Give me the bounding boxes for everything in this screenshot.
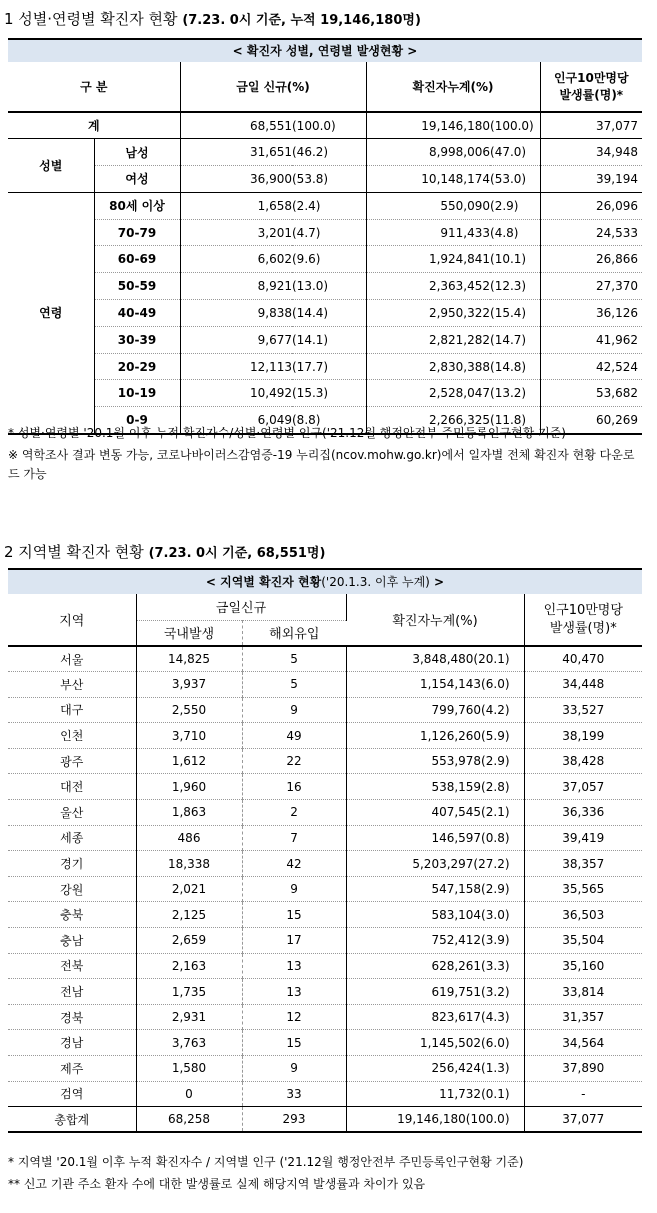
row-region: 전북 <box>8 953 136 979</box>
row-rate: 36,503 <box>524 902 642 928</box>
table-row <box>8 979 642 1005</box>
row-rate: 37,890 <box>524 1056 642 1082</box>
row-label: 20-29 <box>94 353 180 380</box>
row-region: 경기 <box>8 851 136 877</box>
table-row <box>8 300 642 327</box>
note-item: * 성별·연령별 '20.1월 이후 누적 확진자수/성별·연령별 인구('21.12월 행정안전부 주민등록인구현황 기준) <box>8 426 566 440</box>
row-rate: 34,948 <box>540 139 642 166</box>
row-new: 9,677 <box>180 326 292 353</box>
row-cum-pct: (14.7) <box>490 326 540 353</box>
row-rate: - <box>524 1081 642 1107</box>
row-new-pct: (17.7) <box>292 353 366 380</box>
table-row <box>8 697 642 723</box>
table-row <box>8 800 642 826</box>
row-cumulative: 256,424(1.3) <box>346 1056 524 1082</box>
row-rate: 37,057 <box>524 774 642 800</box>
row-cumulative: 619,751(3.2) <box>346 979 524 1005</box>
row-cum: 1,924,841 <box>366 246 490 273</box>
section2-caption-main: < 지역별 확진자 현황 <box>205 575 322 589</box>
row-rate: 31,357 <box>524 1004 642 1030</box>
table-row <box>8 1081 642 1107</box>
row-overseas: 5 <box>242 672 346 698</box>
header-new: 금일 신규(%) <box>180 62 366 112</box>
table-row <box>8 219 642 246</box>
age-group-label: 연령 <box>8 192 94 433</box>
section2-caption <box>8 568 642 594</box>
row-rate: 34,564 <box>524 1030 642 1056</box>
row-cum: 10,148,174 <box>366 166 490 193</box>
row-cum: 2,528,047 <box>366 380 490 407</box>
table-row <box>8 139 642 166</box>
note-item: ** 신고 기관 주소 환자 수에 대한 발생률로 실제 해당지역 발생률과 차이가 있음 <box>8 1177 426 1191</box>
row-rate: 38,357 <box>524 851 642 877</box>
header-new-group: 금일신규 <box>136 594 346 620</box>
row-new: 6,049 <box>257 412 292 427</box>
table-row <box>8 273 642 300</box>
row-domestic: 2,163 <box>136 953 242 979</box>
section1-title <box>4 8 421 29</box>
row-overseas: 13 <box>242 953 346 979</box>
row-cumulative: 628,261(3.3) <box>346 953 524 979</box>
table-row <box>8 672 642 698</box>
row-rate: 38,428 <box>524 748 642 774</box>
row-new-pct: (8.8) <box>292 407 366 434</box>
row-region: 경남 <box>8 1030 136 1056</box>
row-overseas: 2 <box>242 800 346 826</box>
row-cumulative: 799,760(4.2) <box>346 697 524 723</box>
note-item: ※ 역학조사 결과 변동 가능, 코로나바이러스감염증-19 누리집(ncov.mohw.go.kr)에서 일자별 전체 확진자 현황 다운로드 가능 <box>8 448 635 481</box>
row-cum-pct: (47.0) <box>490 139 540 166</box>
row-new-pct: (15.3) <box>292 380 366 407</box>
row-region: 대구 <box>8 697 136 723</box>
row-overseas: 49 <box>242 723 346 749</box>
table-row <box>8 246 642 273</box>
row-cumulative: 3,848,480(20.1) <box>346 646 524 672</box>
row-overseas: 9 <box>242 1056 346 1082</box>
row-region: 울산 <box>8 800 136 826</box>
row-label: 남성 <box>94 139 180 166</box>
row-label: 10-19 <box>94 380 180 407</box>
row-rate: 35,565 <box>524 876 642 902</box>
row-domestic: 1,735 <box>136 979 242 1005</box>
row-rate: 27,370 <box>540 273 642 300</box>
row-rate: 26,096 <box>540 192 642 219</box>
row-domestic: 14,825 <box>136 646 242 672</box>
row-overseas: 33 <box>242 1081 346 1107</box>
row-rate: 39,419 <box>524 825 642 851</box>
row-cum: 8,998,006 <box>366 139 490 166</box>
row-rate: 24,533 <box>540 219 642 246</box>
row-cum-pct: (11.8) <box>490 407 540 434</box>
header-cumulative: 확진자누계(%) <box>366 62 540 112</box>
row-new-pct: (14.4) <box>292 300 366 327</box>
table-row <box>8 748 642 774</box>
header-rate-line1: 인구10만명당 <box>543 602 623 618</box>
row-region: 경북 <box>8 1004 136 1030</box>
row-cumulative: 146,597(0.8) <box>346 825 524 851</box>
row-region: 제주 <box>8 1056 136 1082</box>
table-row <box>8 723 642 749</box>
row-cum: 911,433 <box>366 219 490 246</box>
row-overseas: 15 <box>242 902 346 928</box>
row-region: 전남 <box>8 979 136 1005</box>
row-overseas: 7 <box>242 825 346 851</box>
row-domestic: 3,710 <box>136 723 242 749</box>
row-new: 1,658 <box>180 192 292 219</box>
row-cumulative: 752,412(3.9) <box>346 928 524 954</box>
row-rate: 33,527 <box>524 697 642 723</box>
section2-title-prefix: 2 지역별 확진자 현황 <box>4 543 144 561</box>
row-domestic: 1,612 <box>136 748 242 774</box>
row-region: 세종 <box>8 825 136 851</box>
row-overseas: 15 <box>242 1030 346 1056</box>
row-rate: 36,336 <box>524 800 642 826</box>
row-rate: 34,448 <box>524 672 642 698</box>
table-row <box>8 353 642 380</box>
total-new: 68,551 <box>180 112 292 139</box>
header-region: 지역 <box>8 594 136 646</box>
row-overseas: 9 <box>242 697 346 723</box>
header-cumulative: 확진자누계(%) <box>346 594 524 646</box>
row-new-pct: (2.4) <box>292 192 366 219</box>
section1-notes <box>8 424 644 484</box>
row-overseas: 17 <box>242 928 346 954</box>
gender-age-table <box>8 62 642 435</box>
row-new-pct: (13.0) <box>292 273 366 300</box>
row-cumulative: 547,158(2.9) <box>346 876 524 902</box>
row-overseas: 12 <box>242 1004 346 1030</box>
table-header-row <box>8 62 642 112</box>
row-domestic: 1,960 <box>136 774 242 800</box>
section1-caption: < 확진자 성별, 연령별 발생현황 > <box>8 38 642 62</box>
row-new: 31,651 <box>180 139 292 166</box>
header-rate-line1: 인구10만명당 <box>553 70 629 85</box>
row-region: 대전 <box>8 774 136 800</box>
row-rate: 39,194 <box>540 166 642 193</box>
table-row <box>8 192 642 219</box>
row-domestic: 18,338 <box>136 851 242 877</box>
row-cumulative: 1,154,143(6.0) <box>346 672 524 698</box>
row-overseas: 13 <box>242 979 346 1005</box>
row-domestic: 2,659 <box>136 928 242 954</box>
section2-title <box>4 541 325 562</box>
row-new: 6,602 <box>180 246 292 273</box>
row-label: 60-69 <box>94 246 180 273</box>
row-overseas: 42 <box>242 851 346 877</box>
row-cumulative: 5,203,297(27.2) <box>346 851 524 877</box>
row-cum-pct: (13.2) <box>490 380 540 407</box>
table-row <box>8 851 642 877</box>
row-region: 충북 <box>8 902 136 928</box>
row-cum-pct: (53.0) <box>490 166 540 193</box>
table-row-total <box>8 112 642 139</box>
row-domestic: 1,863 <box>136 800 242 826</box>
row-label: 0-9 <box>94 407 180 434</box>
header-rate <box>524 594 642 646</box>
row-cumulative: 553,978(2.9) <box>346 748 524 774</box>
header-rate-line2: 발생률(명)* <box>549 620 617 636</box>
row-cum: 2,830,388 <box>366 353 490 380</box>
row-cum-pct: (12.3) <box>490 273 540 300</box>
gender-group-label: 성별 <box>8 139 94 193</box>
row-overseas: 9 <box>242 876 346 902</box>
table-row <box>8 902 642 928</box>
row-new-pct: (14.1) <box>292 326 366 353</box>
section2-caption-period: ('20.1.3. 이후 누계) <box>321 575 430 589</box>
row-new-pct: (9.6) <box>292 246 366 273</box>
row-overseas: 16 <box>242 774 346 800</box>
row-cum: 2,950,322 <box>366 300 490 327</box>
row-cum: 2,266,325 <box>428 412 491 427</box>
row-new: 12,113 <box>180 353 292 380</box>
row-new-pct: (4.7) <box>292 219 366 246</box>
row-domestic: 3,763 <box>136 1030 242 1056</box>
row-cum-pct: (4.8) <box>490 219 540 246</box>
row-rate: 33,814 <box>524 979 642 1005</box>
table-header-row <box>8 594 642 620</box>
row-new-pct: (53.8) <box>292 166 366 193</box>
row-region: 서울 <box>8 646 136 672</box>
row-cum-pct: (15.4) <box>490 300 540 327</box>
table-row <box>8 774 642 800</box>
row-new-pct: (46.2) <box>292 139 366 166</box>
row-rate: 40,470 <box>524 646 642 672</box>
row-region: 인천 <box>8 723 136 749</box>
table-row <box>8 646 642 672</box>
row-rate: 60,269 <box>596 412 639 427</box>
row-region: 검역 <box>8 1081 136 1107</box>
row-rate: 42,524 <box>540 353 642 380</box>
row-rate: 37,077 <box>524 1107 642 1133</box>
total-cum: 19,146,180 <box>366 112 490 139</box>
total-cum-pct: (100.0) <box>490 112 540 139</box>
row-domestic: 2,931 <box>136 1004 242 1030</box>
note-item: * 지역별 '20.1월 이후 누적 확진자수 / 지역별 인구 ('21.12월 행정안전부 주민등록인구현황 기준) <box>8 1155 524 1169</box>
row-region: 부산 <box>8 672 136 698</box>
row-region: 광주 <box>8 748 136 774</box>
row-domestic: 2,021 <box>136 876 242 902</box>
table-row <box>8 326 642 353</box>
row-rate: 26,866 <box>540 246 642 273</box>
table-row <box>8 928 642 954</box>
row-region: 강원 <box>8 876 136 902</box>
row-label: 여성 <box>94 166 180 193</box>
row-domestic: 1,580 <box>136 1056 242 1082</box>
table-row <box>8 1030 642 1056</box>
row-rate: 36,126 <box>540 300 642 327</box>
row-overseas: 293 <box>242 1107 346 1133</box>
row-rate: 35,504 <box>524 928 642 954</box>
table-row <box>8 166 642 193</box>
row-label: 70-79 <box>94 219 180 246</box>
row-label: 50-59 <box>94 273 180 300</box>
table-row <box>8 380 642 407</box>
row-region: 총합계 <box>8 1107 136 1133</box>
row-label: 40-49 <box>94 300 180 327</box>
section2-notes <box>8 1153 644 1194</box>
row-rate: 53,682 <box>540 380 642 407</box>
row-cum: 2,821,282 <box>366 326 490 353</box>
row-rate: 41,962 <box>540 326 642 353</box>
row-cumulative: 538,159(2.8) <box>346 774 524 800</box>
row-overseas: 22 <box>242 748 346 774</box>
row-cumulative: 823,617(4.3) <box>346 1004 524 1030</box>
row-overseas: 5 <box>242 646 346 672</box>
table-row-total <box>8 1107 642 1133</box>
total-rate: 37,077 <box>540 112 642 139</box>
row-rate: 38,199 <box>524 723 642 749</box>
header-category: 구 분 <box>8 62 180 112</box>
table-row <box>8 1056 642 1082</box>
row-new: 3,201 <box>180 219 292 246</box>
row-region: 충남 <box>8 928 136 954</box>
total-new-pct: (100.0) <box>292 112 366 139</box>
row-new: 10,492 <box>180 380 292 407</box>
row-cumulative: 11,732(0.1) <box>346 1081 524 1107</box>
row-cum-pct: (14.8) <box>490 353 540 380</box>
row-domestic: 486 <box>136 825 242 851</box>
row-cumulative: 19,146,180(100.0) <box>346 1107 524 1133</box>
table-row <box>8 953 642 979</box>
header-overseas: 해외유입 <box>242 620 346 646</box>
row-cum: 2,363,452 <box>366 273 490 300</box>
row-cum-pct: (10.1) <box>490 246 540 273</box>
header-domestic: 국내발생 <box>136 620 242 646</box>
row-cum: 550,090 <box>366 192 490 219</box>
row-cumulative: 407,545(2.1) <box>346 800 524 826</box>
row-label: 80세 이상 <box>94 192 180 219</box>
row-new: 9,838 <box>180 300 292 327</box>
section2-title-basis: (7.23. 0시 기준, 68,551명) <box>148 546 326 561</box>
row-domestic: 68,258 <box>136 1107 242 1133</box>
row-domestic: 2,125 <box>136 902 242 928</box>
region-table <box>8 594 642 1133</box>
table-row <box>8 876 642 902</box>
row-new: 36,900 <box>180 166 292 193</box>
section1-title-prefix: 1 성별·연령별 확진자 현황 <box>4 10 178 28</box>
table-row <box>8 1004 642 1030</box>
row-domestic: 0 <box>136 1081 242 1107</box>
header-rate <box>540 62 642 112</box>
row-label: 30-39 <box>94 326 180 353</box>
row-cum-pct: (2.9) <box>490 192 540 219</box>
row-domestic: 3,937 <box>136 672 242 698</box>
header-rate-line2: 발생률(명)* <box>559 87 624 102</box>
table-row <box>8 825 642 851</box>
section2-caption-end: > <box>429 575 445 589</box>
section1-title-basis: (7.23. 0시 기준, 누적 19,146,180명) <box>182 13 421 28</box>
row-new: 8,921 <box>180 273 292 300</box>
row-rate: 35,160 <box>524 953 642 979</box>
row-domestic: 2,550 <box>136 697 242 723</box>
row-cumulative: 1,126,260(5.9) <box>346 723 524 749</box>
row-cumulative: 1,145,502(6.0) <box>346 1030 524 1056</box>
row-cumulative: 583,104(3.0) <box>346 902 524 928</box>
total-label: 계 <box>8 112 180 139</box>
